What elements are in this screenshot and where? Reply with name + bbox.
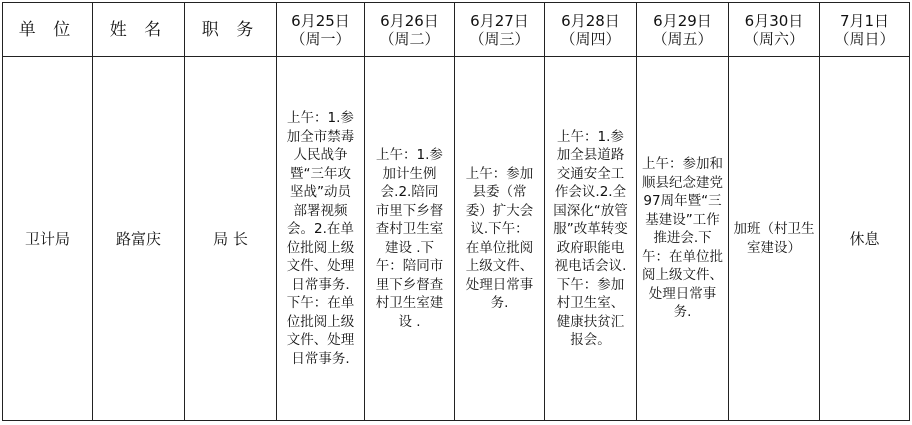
weekly-schedule-table [2, 2, 910, 421]
header-day-6 [729, 3, 820, 57]
header-weekday: （周三） [469, 29, 530, 48]
header-name: 姓 名 [93, 3, 185, 57]
cell-name: 路富庆 [93, 57, 185, 421]
header-row [3, 3, 910, 57]
cell-day-3 [455, 57, 545, 421]
header-date: 6月27日 [470, 11, 529, 30]
schedule-text: 上午：1.参加全市禁毒人民战争暨“三年攻坚战”动员部署视频会。2.在单位批阅上级文件、处理日常事务.下午：在单位批阅上级文件、处理日常事务. [286, 110, 355, 367]
cell-day-5 [637, 57, 729, 421]
table-row [3, 57, 910, 421]
cell-day-2 [365, 57, 455, 421]
cell-position: 局 长 [185, 57, 277, 421]
cell-day-7: 休息 [820, 57, 910, 421]
cell-day-4 [545, 57, 637, 421]
header-date: 6月28日 [561, 11, 620, 30]
header-unit: 单 位 [3, 3, 93, 57]
header-weekday: （周四） [560, 29, 621, 48]
header-weekday: （周六） [743, 29, 804, 48]
header-weekday: （周日） [834, 29, 895, 48]
header-weekday: （周五） [652, 29, 713, 48]
header-day-2 [365, 3, 455, 57]
header-day-4 [545, 3, 637, 57]
header-date: 6月29日 [653, 11, 712, 30]
header-weekday: （周二） [379, 29, 440, 48]
header-date: 6月30日 [744, 11, 804, 30]
schedule-text: 加班（村卫生室建设） [733, 221, 815, 256]
header-position: 职 务 [185, 3, 277, 57]
cell-day-6 [729, 57, 820, 421]
cell-unit: 卫计局 [3, 57, 93, 421]
header-weekday: （周一） [290, 29, 351, 48]
schedule-text: 上午：1.参加全县道路交通安全工作会议.2.全国深化“放管服”改革转变政府职能电视电话会议.下午：参加村卫生室、健康扶贫汇报会。 [553, 128, 628, 348]
cell-day-1 [277, 57, 365, 421]
header-day-7 [820, 3, 910, 57]
header-date: 7月1日 [839, 11, 890, 30]
header-date: 6月26日 [380, 11, 439, 30]
header-day-5 [637, 3, 729, 57]
schedule-text: 上午：参加和顺县纪念建党97周年暨“三基建设”工作推进会.下午：在单位批阅上级文件、处理日常事务. [642, 156, 723, 321]
header-date: 6月25日 [291, 11, 350, 30]
schedule-text: 上午：1.参加计生例会.2.陪同市里下乡督查村卫生室建设 .下午：陪同市里下乡督查村卫生室建设 . [375, 147, 444, 330]
header-day-3 [455, 3, 545, 57]
schedule-text: 上午：参加县委（常委）扩大会议.下午：在单位批阅上级文件、处理日常事务. [465, 165, 534, 311]
header-day-1 [277, 3, 365, 57]
